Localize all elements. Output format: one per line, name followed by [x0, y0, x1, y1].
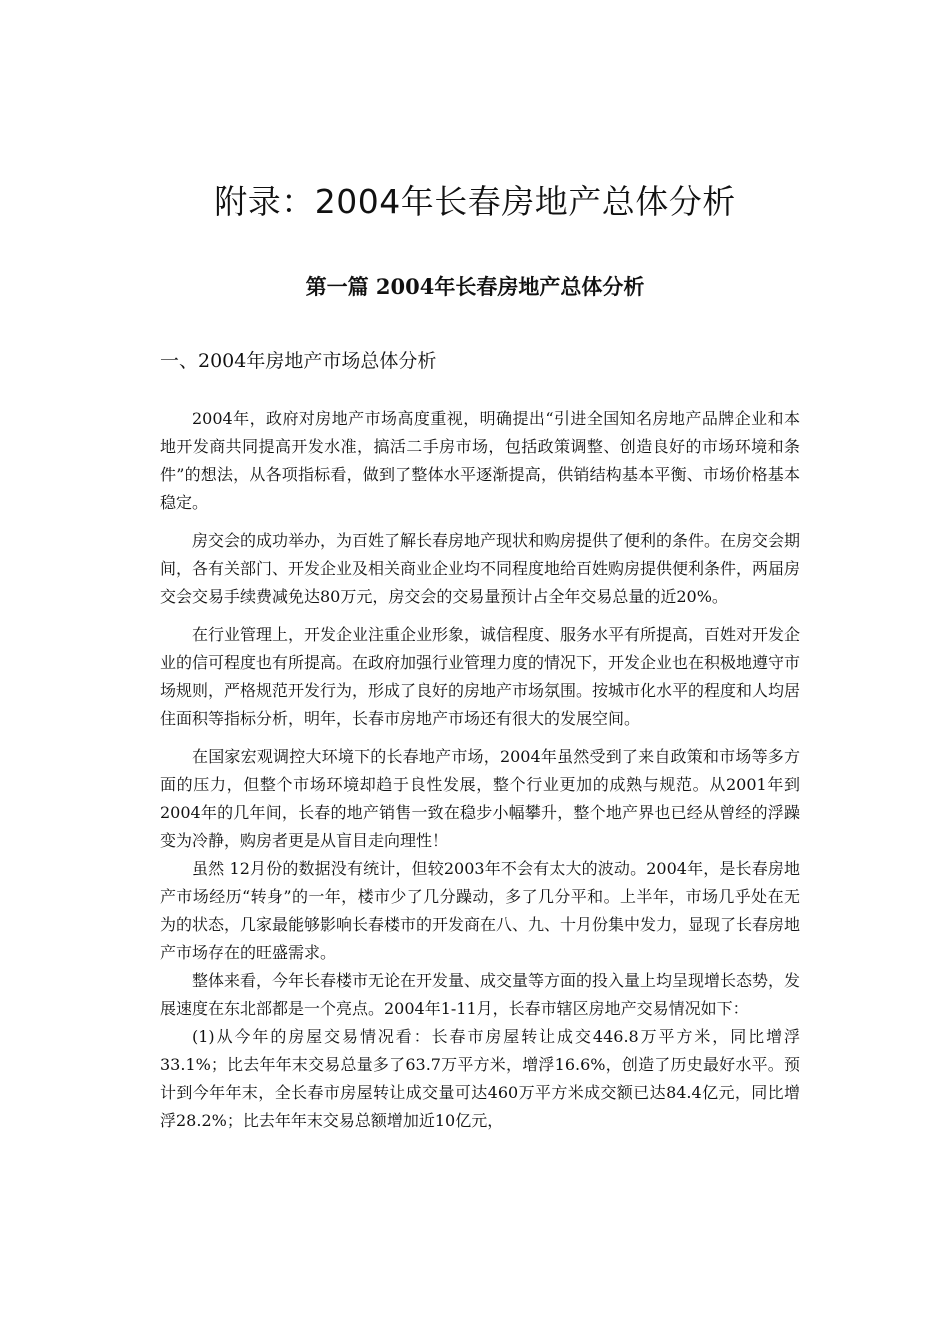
- paragraph: 虽然 12月份的数据没有统计，但较2003年不会有太大的波动。2004年，是长春房地产市场经历“转身”的一年，楼市少了几分躁动，多了几分平和。上半年，市场几乎处在无为的状态，几家最能够影响长春楼市的开发商在八、九、十月份集中发力，显现了长春房地产市场存在的旺盛需求。: [160, 859, 801, 962]
- paragraph: (1)从今年的房屋交易情况看：长春市房屋转让成交446.8万平方米，同比增浮33.1%；比去年年末交易总量多了63.7万平方米，增浮16.6%，创造了历史最好水平。预计到今年年末，全长春市房屋转让成交量可达460万平方米成交额已达84.4亿元，同比增浮28.2%；比去年年末交易总额增加近10亿元，: [160, 1027, 800, 1130]
- section-heading: 一、2004年房地产市场总体分析: [160, 350, 437, 372]
- page-title: 附录：2004年长春房地产总体分析: [214, 182, 736, 221]
- paragraph: 房交会的成功举办，为百姓了解长春房地产现状和购房提供了便利的条件。在房交会期间，各有关部门、开发企业及相关商业企业均不同程度地给百姓购房提供便利条件，两届房交会交易手续费减免达80万元，房交会的交易量预计占全年交易总量的近20%。: [160, 531, 801, 606]
- paragraph: 整体来看，今年长春楼市无论在开发量、成交量等方面的投入量上均呈现增长态势，发展速度在东北部都是一个亮点。2004年1-11月，长春市辖区房地产交易情况如下：: [160, 971, 801, 1018]
- paragraph: 在国家宏观调控大环境下的长春地产市场，2004年虽然受到了来自政策和市场等多方面的压力，但整个市场环境却趋于良性发展，整个行业更加的成熟与规范。从2001年到2004年的几年间，长春的地产销售一致在稳步小幅攀升，整个地产界也已经从曾经的浮躁变为冷静，购房者更是从盲目走向理性！: [160, 747, 800, 850]
- chapter-title: 第一篇 2004年长春房地产总体分析: [305, 274, 645, 299]
- paragraph: 2004年，政府对房地产市场高度重视，明确提出“引进全国知名房地产品牌企业和本地开发商共同提高开发水准，搞活二手房市场，包括政策调整、创造良好的市场环境和条件”的想法，从各项指标看，做到了整体水平逐渐提高，供销结构基本平衡、市场价格基本稳定。: [160, 409, 800, 512]
- paragraph: 在行业管理上，开发企业注重企业形象，诚信程度、服务水平有所提高，百姓对开发企业的信可程度也有所提高。在政府加强行业管理力度的情况下，开发企业也在积极地遵守市场规则，严格规范开发行为，形成了良好的房地产市场氛围。按城市化水平的程度和人均居住面积等指标分析，明年，长春市房地产市场还有很大的发展空间。: [160, 625, 801, 728]
- body-text: [160, 405, 800, 1135]
